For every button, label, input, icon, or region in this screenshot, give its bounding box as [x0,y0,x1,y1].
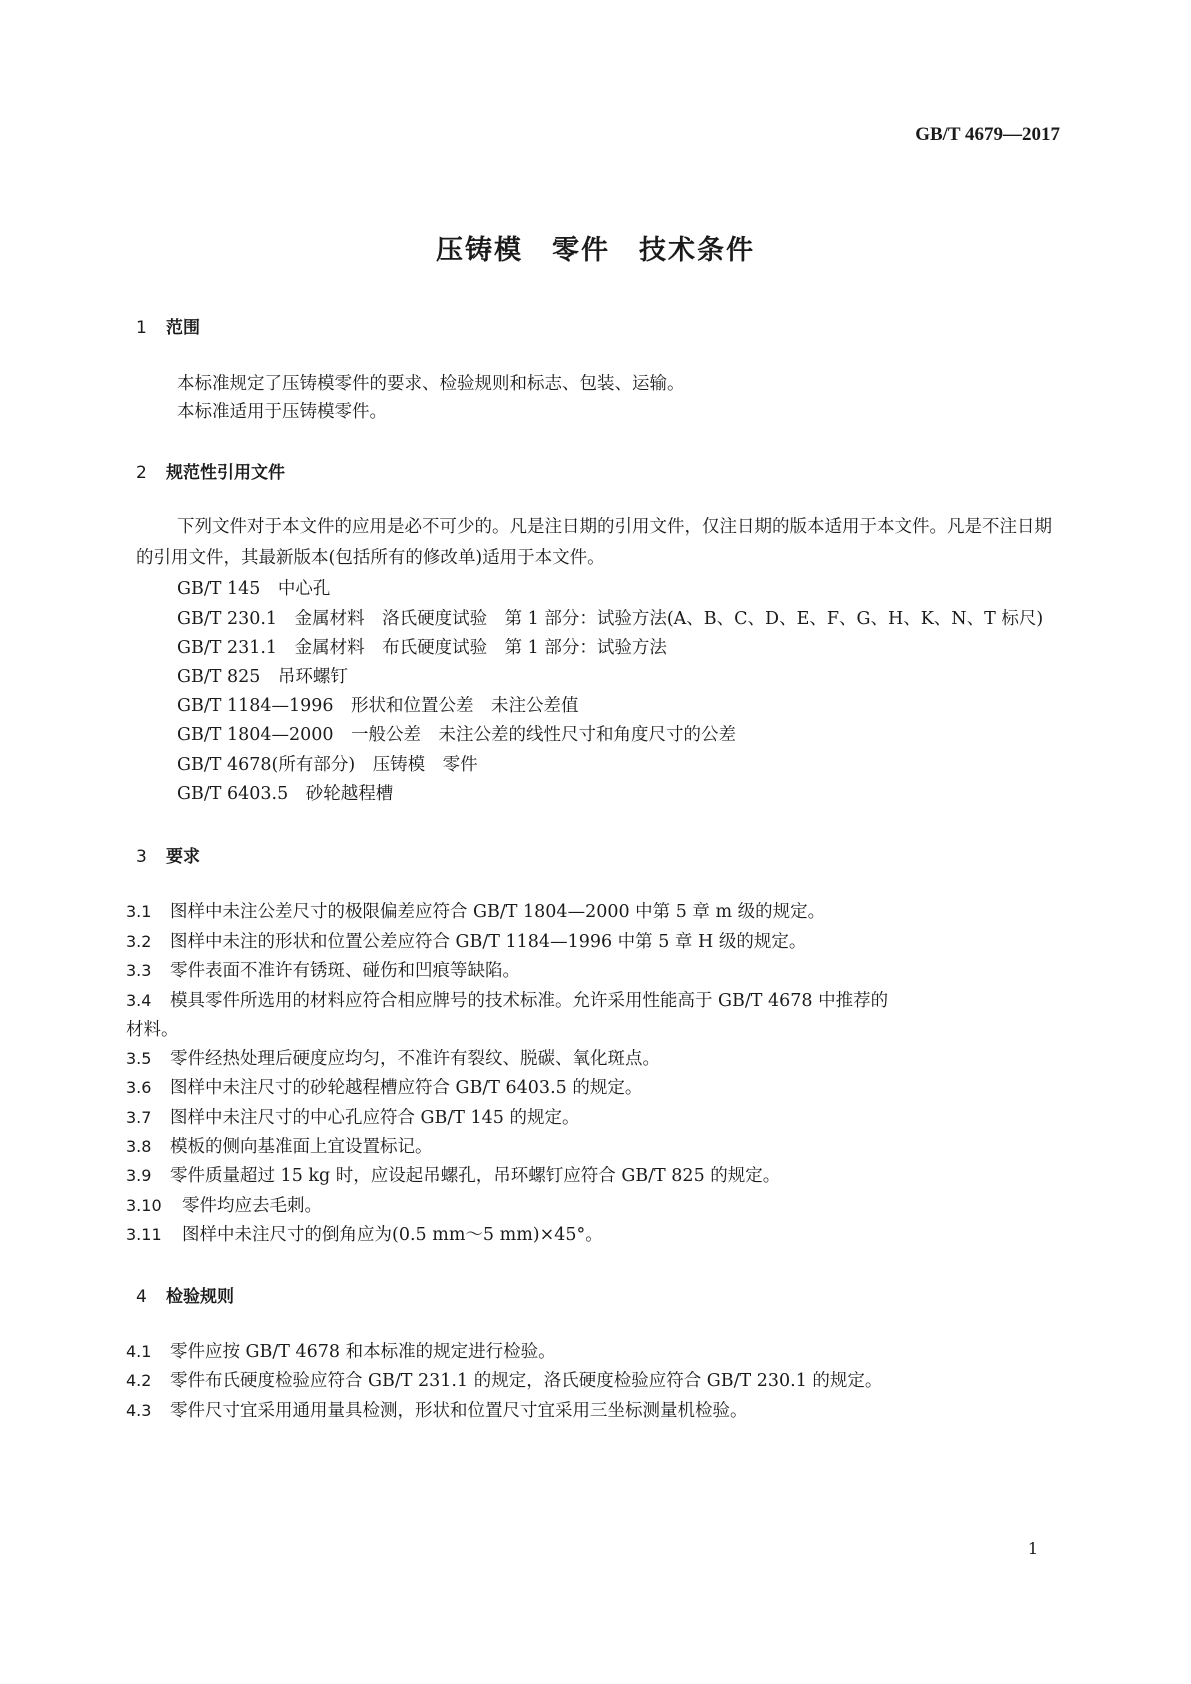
section-number: 4 [136,1287,147,1307]
reference-item: GB/T 825 吊环螺钉 [177,667,348,687]
section-1-paragraph: 本标准规定了压铸模零件的要求、检验规则和标志、包装、运输。 [177,374,685,394]
clause-number: 3.6 [126,1078,152,1097]
clause-number: 3.7 [126,1108,152,1127]
clause-number: 3.4 [126,991,152,1010]
section-number: 2 [136,463,147,483]
document-number: GB/T 4679—2017 [915,124,1060,145]
clause [126,1045,660,1070]
clause [126,928,806,953]
clause [126,898,825,923]
section-title: 检验规则 [166,1287,234,1307]
clause-text: 图样中未注公差尺寸的极限偏差应符合 GB/T 1804—2000 中第 5 章 m 级的规定。 [170,902,826,922]
clause [126,1074,642,1099]
clause [126,957,520,982]
clause-number: 4.3 [126,1401,152,1420]
section-1-paragraph: 本标准适用于压铸模零件。 [177,402,387,422]
clause-text: 零件应按 GB/T 4678 和本标准的规定进行检验。 [170,1342,556,1362]
document-title: 压铸模 零件 技术条件 [436,235,755,266]
section-title: 范围 [166,318,200,338]
clause [126,1338,556,1363]
clause-continuation: 材料。 [126,1020,179,1040]
clause-text: 零件尺寸宜采用通用量具检测，形状和位置尺寸宜采用三坐标测量机检验。 [170,1401,748,1421]
section-number: 3 [136,847,147,867]
clause-text: 零件均应去毛刺。 [182,1196,322,1216]
clause-number: 3.10 [126,1196,162,1215]
reference-item: GB/T 145 中心孔 [177,579,331,599]
page-number: 1 [1027,1539,1038,1558]
clause-text: 图样中未注尺寸的中心孔应符合 GB/T 145 的规定。 [170,1108,580,1128]
reference-item: GB/T 4678(所有部分) 压铸模 零件 [177,755,478,775]
reference-item: GB/T 1804—2000 一般公差 未注公差的线性尺寸和角度尺寸的公差 [177,725,737,745]
clause-number: 3.9 [126,1166,152,1185]
clause [126,1192,322,1217]
clause-number: 4.2 [126,1371,152,1390]
clause [126,1367,882,1392]
section-title: 要求 [166,847,200,867]
clause-text: 零件布氏硬度检验应符合 GB/T 231.1 的规定，洛氏硬度检验应符合 GB/T 230.1 的规定。 [170,1371,883,1391]
section-3-heading [136,842,200,867]
section-1-heading [136,313,200,338]
clause [126,1397,748,1422]
reference-item: GB/T 230.1 金属材料 洛氏硬度试验 第 1 部分：试验方法(A、B、C、D、E、F、G、H、K、N、T 标尺) [177,609,1044,629]
reference-item: GB/T 231.1 金属材料 布氏硬度试验 第 1 部分：试验方法 [177,638,667,658]
clause-text: 零件表面不准许有锈斑、碰伤和凹痕等缺陷。 [170,961,520,981]
reference-item: GB/T 6403.5 砂轮越程槽 [177,784,394,804]
clause-text: 图样中未注尺寸的倒角应为(0.5 mm～5 mm)×45°。 [182,1225,603,1245]
section-number: 1 [136,318,147,338]
section-4-heading [136,1282,234,1307]
clause-number: 3.5 [126,1049,152,1068]
clause-number: 3.3 [126,961,152,980]
section-2-heading [136,458,285,483]
reference-item: GB/T 1184—1996 形状和位置公差 未注公差值 [177,696,579,716]
clause-number: 3.11 [126,1225,162,1244]
clause [126,1104,580,1129]
clause-text: 零件经热处理后硬度应均匀，不准许有裂纹、脱碳、氧化斑点。 [170,1049,660,1069]
clause-text: 零件质量超过 15 kg 时，应设起吊螺孔，吊环螺钉应符合 GB/T 825 的规定。 [170,1166,781,1186]
clause-text: 模板的侧向基准面上宜设置标记。 [170,1137,433,1157]
clause [126,1221,603,1246]
clause-number: 4.1 [126,1342,152,1361]
section-title: 规范性引用文件 [166,463,285,483]
clause-number: 3.1 [126,902,152,921]
clause [126,987,888,1012]
clause-number: 3.8 [126,1137,152,1156]
section-2-intro: 下列文件对于本文件的应用是必不可少的。凡是注日期的引用文件，仅注日期的版本适用于本文件。凡是不注日期的引用文件，其最新版本(包括所有的修改单)适用于本文件。 [136,517,1052,568]
clause-text: 图样中未注的形状和位置公差应符合 GB/T 1184—1996 中第 5 章 H 级的规定。 [170,932,807,952]
clause [126,1162,780,1187]
clause-text: 图样中未注尺寸的砂轮越程槽应符合 GB/T 6403.5 的规定。 [170,1078,643,1098]
clause-number: 3.2 [126,932,152,951]
clause-text: 模具零件所选用的材料应符合相应牌号的技术标准。允许采用性能高于 GB/T 4678 中推荐的 [170,991,889,1011]
clause [126,1133,433,1158]
